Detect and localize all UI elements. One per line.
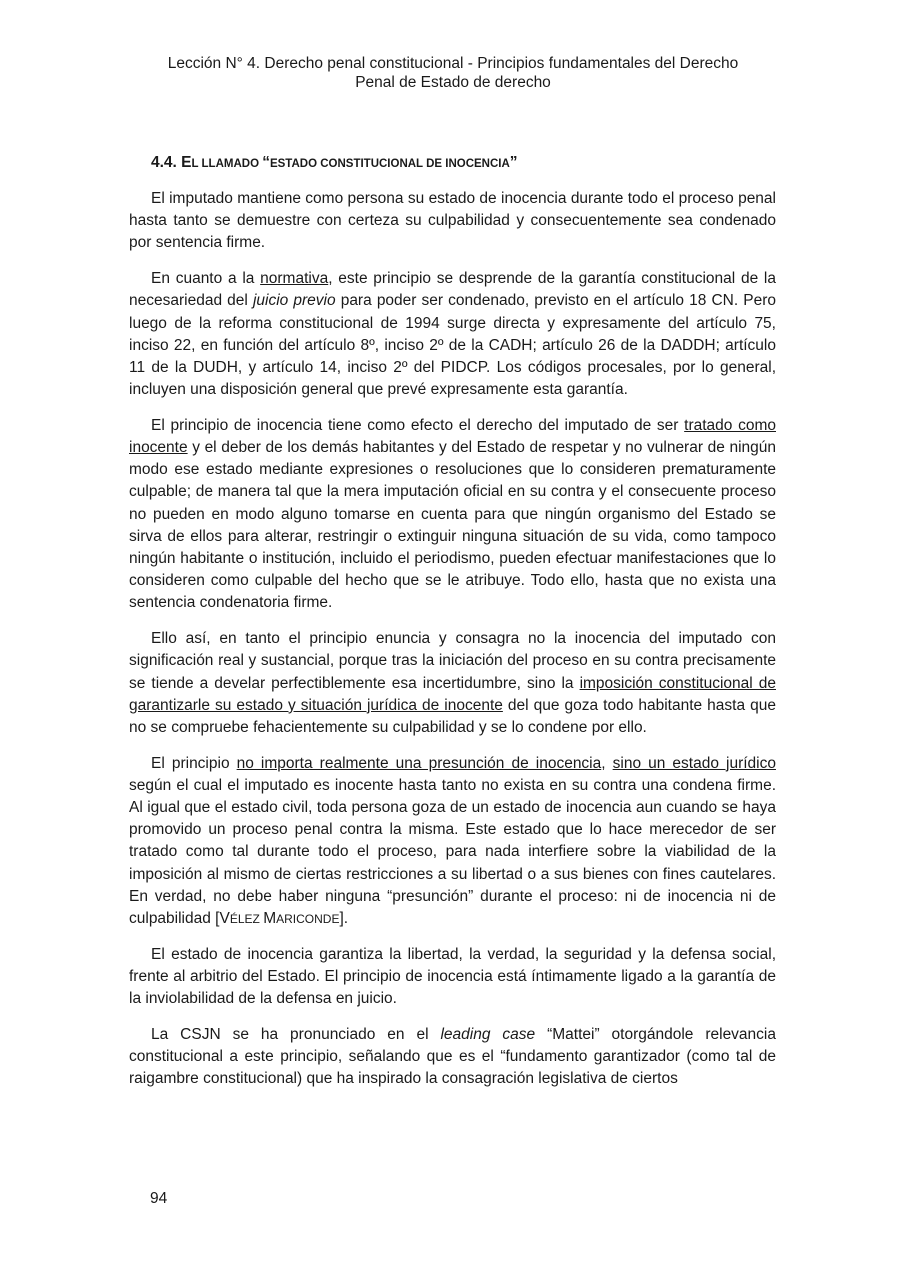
document-body — [129, 152, 776, 1104]
page-header — [100, 54, 806, 92]
p7-text-b: “Mattei” otorgándole relevancia constitucional a este principio, señalando que es el “fundamento garantizador (como tal de raigambre constitucional) que ha inspirado la consagración legislativa de ciertos — [129, 1025, 776, 1088]
paragraph-4 — [129, 628, 776, 739]
p5-text-a: El principio — [151, 754, 237, 772]
p5-author-cap-1: V — [219, 910, 230, 928]
section-title-part: L LLAMADO — [191, 158, 263, 170]
section-title-main: ESTADO CONSTITUCIONAL DE INOCENCIA — [269, 158, 510, 170]
p5-author-sc-2: ARICONDE — [276, 912, 340, 927]
p2-text-a: En cuanto a la — [151, 270, 261, 288]
section-title-quote-close: ” — [509, 154, 518, 171]
paragraph-1 — [129, 188, 776, 255]
p2-text-c: para poder ser condenado, previsto en el artículo 18 CN. Pero luego de la reforma constitucional de 1994 surge directa y expresamente del artículo 75, inciso 22, en función del artículo 8º, inciso 2º de la CADH; artículo 26 de la DADDH; artículo 11 de la DUDH, y artículo 14, inciso 2º del PIDCP. Los códigos procesales, por lo general, incluyen una disposición general que prevé expresamente esta garantía. — [129, 292, 776, 399]
p5-text-b: , — [601, 754, 613, 772]
section-number: 4.4. — [151, 154, 182, 171]
section-heading — [151, 152, 776, 175]
p5-underlined-1: no importa realmente una presunción de inocencia — [236, 754, 602, 772]
p5-underlined-2: sino un estado jurídico — [612, 754, 776, 772]
p2-italic: juicio previo — [252, 292, 336, 310]
p5-text-d: ]. — [339, 910, 349, 928]
header-line-1: Lección N° 4. Derecho penal constitucional - Principios fundamentales del Derecho — [167, 55, 739, 72]
p3-underlined: tratado como inocente — [129, 416, 776, 457]
paragraph-6-text: El estado de inocencia garantiza la libertad, la verdad, la seguridad y la defensa social, frente al arbitrio del Estado. El principio de inocencia está íntimamente ligado a la garantía de la inviolabilidad de la defensa en juicio. — [129, 945, 776, 1008]
p7-text-a: La CSJN se ha pronunciado en el — [151, 1025, 441, 1043]
p4-text-a: Ello así, en tanto el principio enuncia y consagra no la inocencia del imputado con significación real y sustancial, porque tras la iniciación del proceso en su contra precisamente se tiende a develar perfectiblemente esa incertidumbre, sino la — [129, 630, 776, 692]
paragraph-3 — [129, 415, 776, 615]
p2-underlined: normativa — [260, 270, 329, 288]
section-title-quote-open: “ — [262, 154, 270, 171]
p2-text-b: , este principio se desprende de la garantía constitucional de la necesariedad del — [129, 270, 776, 310]
p3-text-a: El principio de inocencia tiene como efecto el derecho del imputado de ser — [151, 416, 685, 434]
p3-text-b: y el deber de los demás habitantes y del Estado de respetar y no vulnerar de ningún modo ese estado mediante expresiones o resoluciones que lo consideren prematuramente culpable; de manera tal que la mera imputación oficial en su contra y el consecuente proceso no pueden en modo alguno tomarse en cuenta para que ningún organismo del Estado se sirva de ellos para alterar, restringir o extinguir ninguna situación de su vida, como tampoco ningún habitante o institución, incluido el periodismo, pueden efectuar manifestaciones que lo consideren como culpable del hecho que se le atribuye. Todo ello, hasta que no exista una sentencia condenatoria firme. — [129, 439, 776, 612]
paragraph-2 — [129, 268, 776, 401]
page-number: 94 — [150, 1190, 168, 1207]
paragraph-6 — [129, 944, 776, 1011]
p4-underlined: imposición constitucional de garantizarle su estado y situación jurídica de inocente — [129, 674, 776, 714]
p7-italic: leading case — [440, 1025, 536, 1043]
paragraph-5 — [129, 753, 776, 931]
p4-text-b: del que goza todo habitante hasta que no se compruebe fehacientemente su culpabilidad y se lo condene por ello. — [129, 696, 776, 736]
p5-text-c: según el cual el imputado es inocente hasta tanto no exista en su contra una condena firme. Al igual que el estado civil, toda persona goza de un estado de inocencia aun cuando se haya promovido un proceso penal contra la misma. Este estado que lo hace merecedor de ser tratado como tal durante todo el proceso, para nada interfiere sobre la viabilidad de la imposición al mismo de ciertas restricciones a su libertad o a sus bienes con fines cautelares. En verdad, no debe haber ninguna “presunción” durante el proceso: ni de inocencia ni de culpabilidad [ — [129, 776, 776, 928]
p5-author-cap-2: M — [263, 910, 277, 928]
paragraph-7 — [129, 1024, 776, 1091]
p5-author-sc-1: ÉLEZ — [229, 912, 264, 927]
section-title-cap: E — [181, 154, 192, 171]
paragraph-1-text: El imputado mantiene como persona su estado de inocencia durante todo el proceso penal hasta tanto se demuestre con certeza su culpabilidad y consecuentemente sea condenado por sentencia firme. — [129, 190, 776, 252]
header-line-2: Penal de Estado de derecho — [355, 74, 551, 91]
